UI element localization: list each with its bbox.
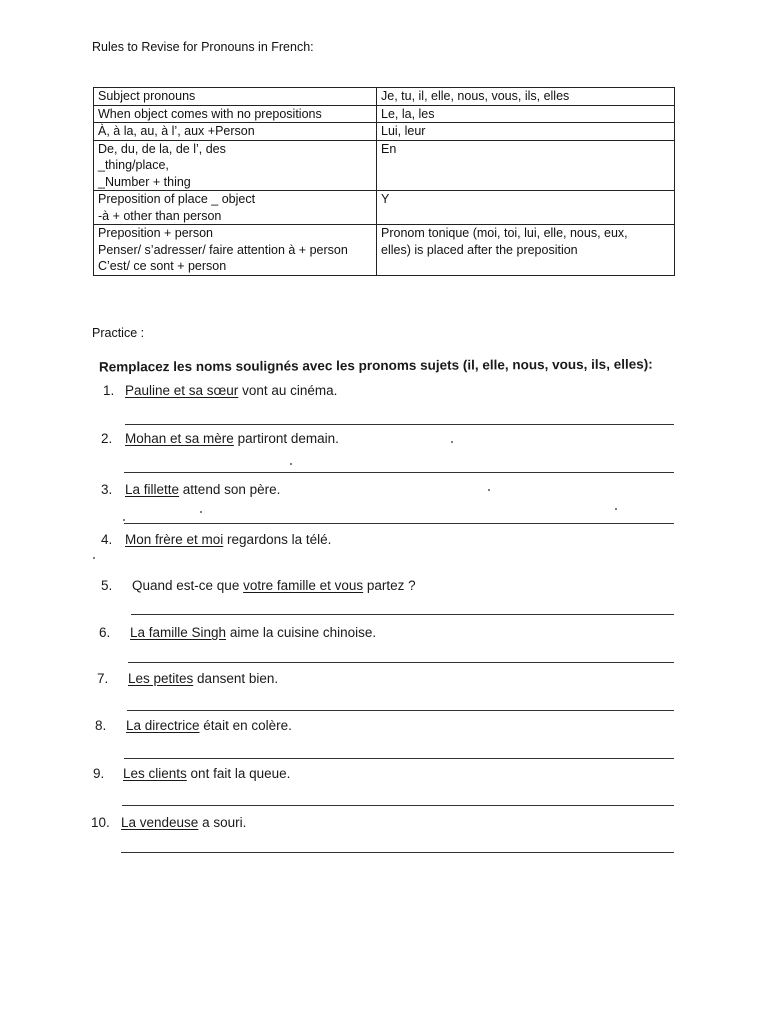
answer-line[interactable]: [127, 710, 674, 711]
question-item: [103, 383, 337, 398]
question-number: 4.: [101, 532, 113, 547]
question-item: [101, 482, 280, 497]
question-rest: partez ?: [363, 578, 416, 593]
answer-line[interactable]: [121, 852, 674, 853]
answer-line[interactable]: [124, 523, 674, 524]
underlined-noun: La famille Singh: [130, 625, 227, 640]
table-cell: Preposition + person Penser/ s’adresser/ faire attention à + person C’est/ ce sont + person: [94, 225, 377, 276]
answer-line[interactable]: [124, 758, 674, 759]
scan-speck: [451, 441, 453, 443]
rules-table: [93, 87, 675, 276]
scan-speck: [615, 508, 617, 510]
scan-speck: [93, 557, 95, 559]
underlined-noun: La directrice: [126, 718, 200, 733]
table-cell: Pronom tonique (moi, toi, lui, elle, nous, eux, elles) is placed after the preposition: [377, 225, 675, 276]
table-row: [94, 88, 675, 106]
table-cell: Subject pronouns: [94, 88, 377, 106]
question-number: 9.: [93, 766, 105, 781]
table-cell: Lui, leur: [377, 123, 675, 141]
question-rest: partiront demain.: [233, 431, 339, 446]
practice-label: Practice :: [92, 326, 145, 340]
answer-line[interactable]: [128, 662, 674, 663]
table-cell: De, du, de la, de l’, des _thing/place, _Number + thing: [94, 140, 377, 191]
underlined-noun: La fillette: [125, 482, 180, 497]
question-item: [95, 718, 292, 733]
question-rest: était en colère.: [199, 718, 292, 733]
underlined-noun: Pauline et sa sœur: [125, 383, 239, 398]
question-number: 7.: [97, 671, 109, 686]
question-number: 6.: [99, 625, 111, 640]
question-rest: a souri.: [198, 815, 247, 830]
question-number: 5.: [101, 578, 113, 593]
question-rest: attend son père.: [179, 482, 281, 497]
scan-speck: [488, 489, 490, 491]
table-row: [94, 191, 675, 225]
table-cell: Y: [377, 191, 675, 225]
question-rest: dansent bien.: [193, 671, 279, 686]
underlined-noun: Mohan et sa mère: [125, 431, 234, 446]
answer-line[interactable]: [131, 614, 674, 615]
question-item: [101, 532, 331, 547]
question-rest: aime la cuisine chinoise.: [226, 625, 377, 640]
question-item: [101, 578, 416, 593]
answer-line[interactable]: [125, 424, 674, 425]
scan-speck: [290, 463, 292, 465]
scan-speck: [200, 511, 202, 513]
question-item: [91, 815, 246, 830]
answer-line[interactable]: [124, 472, 674, 473]
table-row: [94, 225, 675, 276]
question-rest: vont au cinéma.: [238, 383, 338, 398]
question-item: [93, 766, 290, 781]
table-cell: Preposition of place _ object -à + other than person: [94, 191, 377, 225]
question-number: 2.: [101, 431, 113, 446]
underlined-noun: Les clients: [123, 766, 187, 781]
table-row: [94, 140, 675, 191]
table-cell: Je, tu, il, elle, nous, vous, ils, elles: [377, 88, 675, 106]
table-row: [94, 123, 675, 141]
underlined-noun: Les petites: [128, 671, 194, 686]
question-rest: ont fait la queue.: [186, 766, 291, 781]
table-row: [94, 105, 675, 123]
question-rest: regardons la télé.: [223, 532, 332, 547]
question-prefix: Quand est-ce que: [132, 578, 244, 593]
underlined-noun: votre famille et vous: [243, 578, 364, 593]
table-cell: When object comes with no prepositions: [94, 105, 377, 123]
question-item: [101, 431, 339, 446]
page-title: Rules to Revise for Pronouns in French:: [92, 40, 314, 54]
answer-line[interactable]: [122, 805, 674, 806]
table-cell: À, à la, au, à l’, aux +Person: [94, 123, 377, 141]
table-cell: En: [377, 140, 675, 191]
question-number: 1.: [103, 383, 115, 398]
underlined-noun: La vendeuse: [121, 815, 199, 830]
exercise-instruction: Remplacez les noms soulignés avec les pronoms sujets (il, elle, nous, vous, ils, elles):: [98, 356, 653, 375]
underlined-noun: Mon frère et moi: [125, 532, 224, 547]
question-item: [99, 625, 376, 640]
question-number: 10.: [91, 815, 110, 830]
question-number: 3.: [101, 482, 113, 497]
table-cell: Le, la, les: [377, 105, 675, 123]
scan-speck: [123, 519, 125, 521]
question-item: [97, 671, 278, 686]
question-number: 8.: [95, 718, 107, 733]
